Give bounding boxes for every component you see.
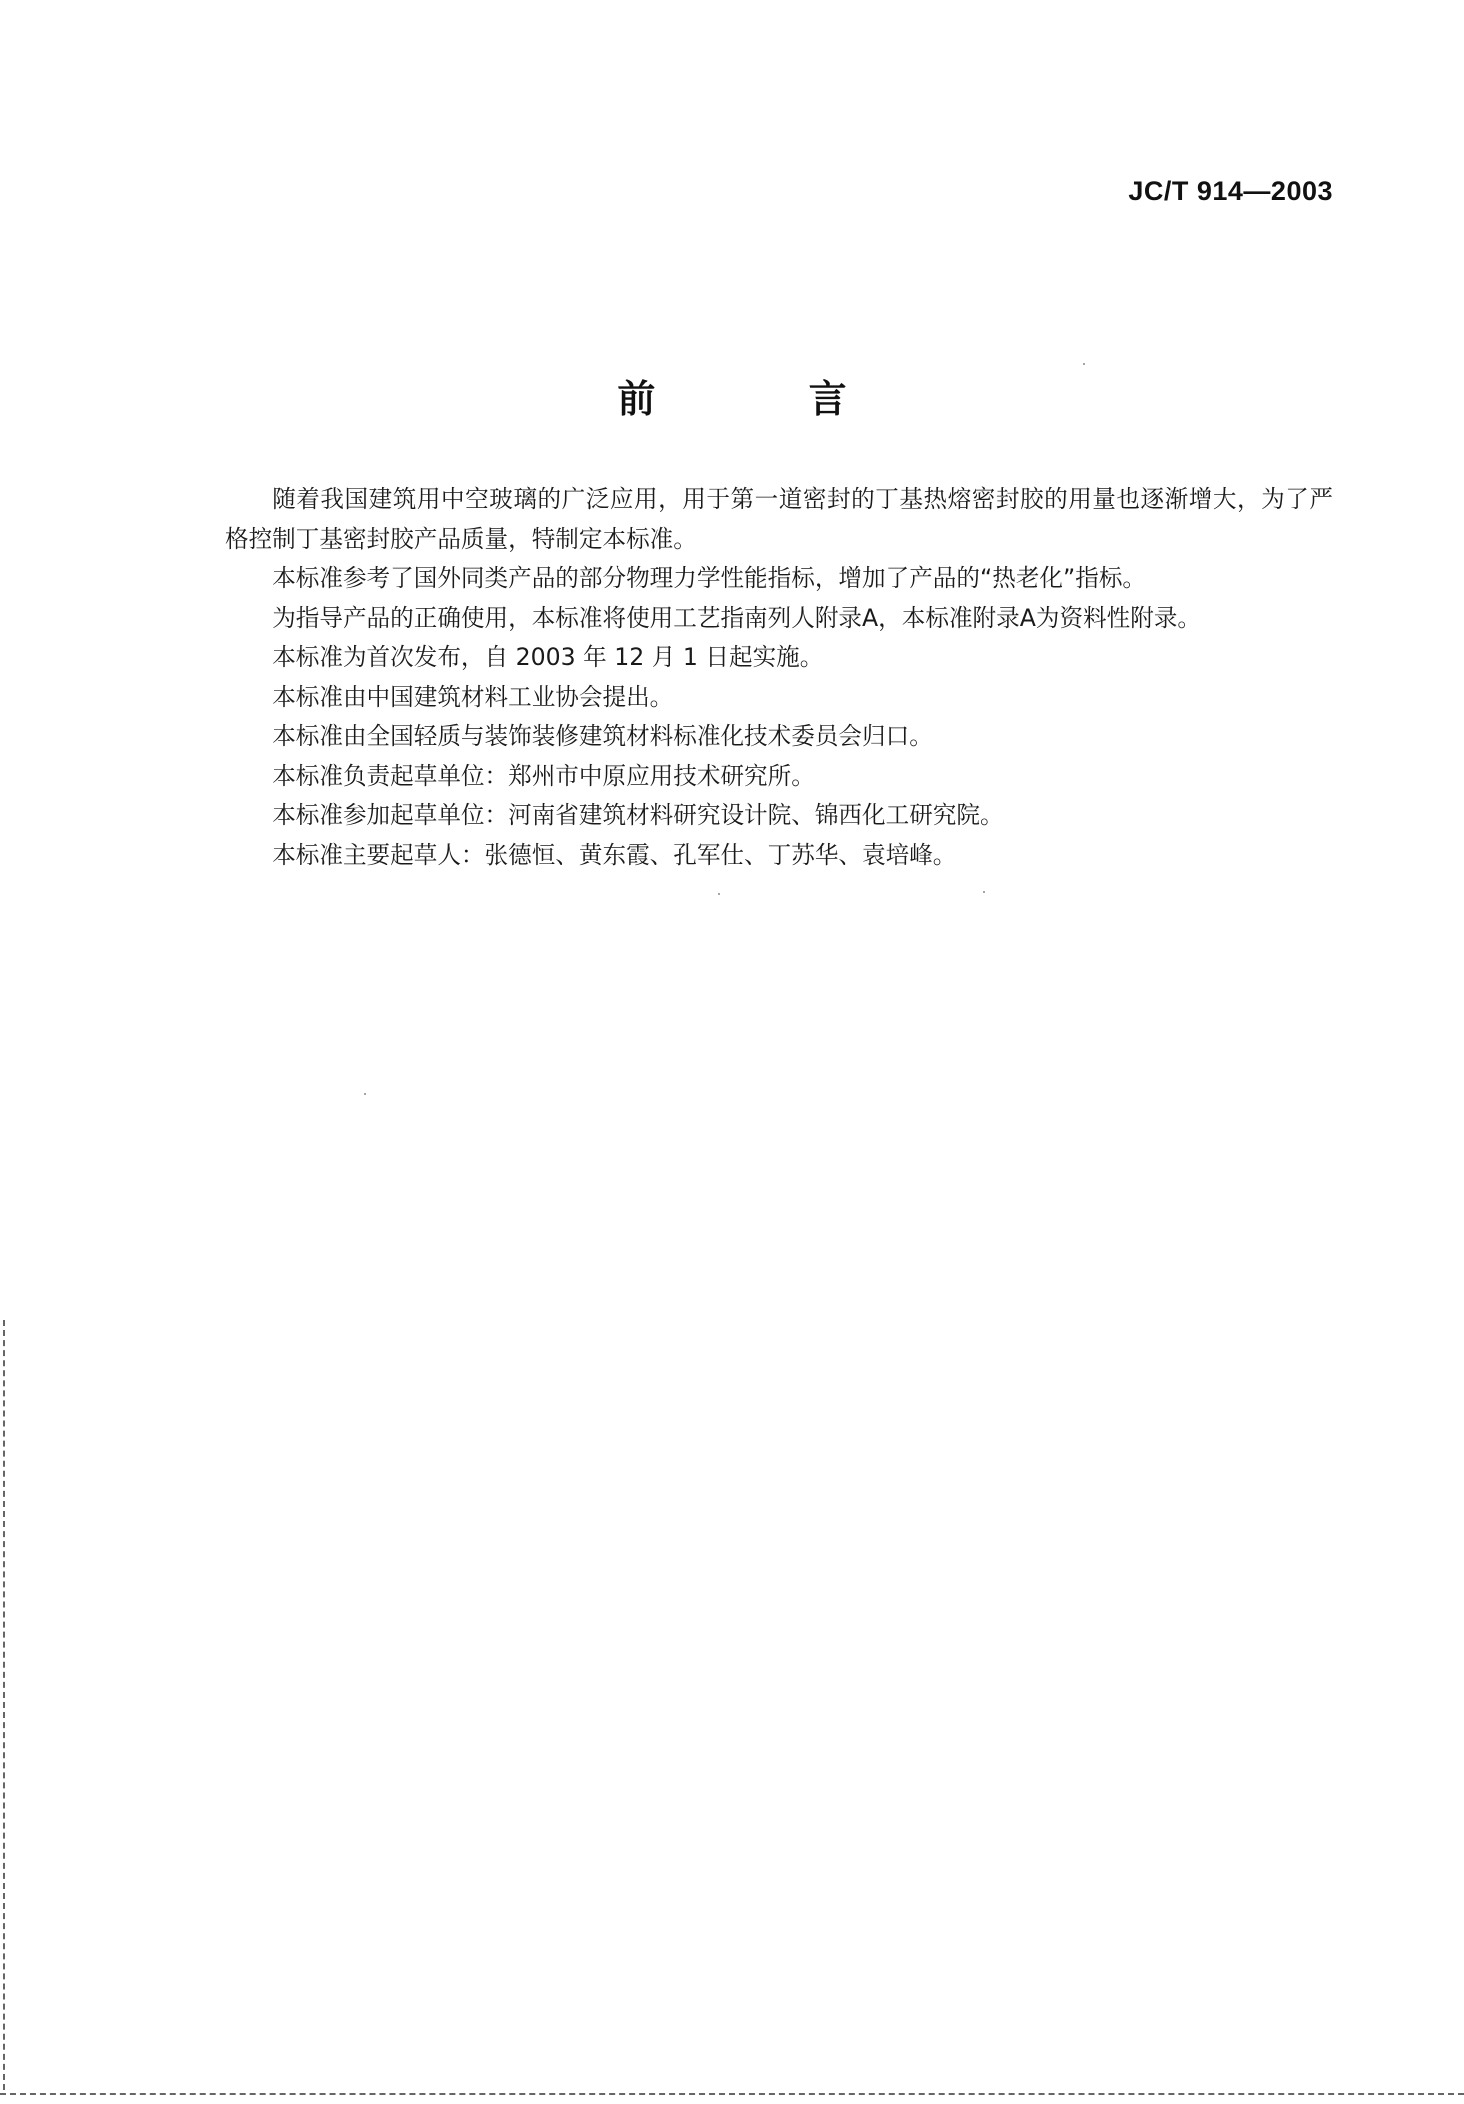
page-title: 前 言 [617,377,917,421]
paragraph: 本标准由全国轻质与装饰装修建筑材料标准化技术委员会归口。 [272,722,933,750]
scan-speck [1083,363,1085,365]
standard-code: JC/T 914—2003 [1128,176,1333,206]
paragraph: 本标准主要起草人：张德恒、黄东霞、孔军仕、丁苏华、袁培峰。 [272,840,957,869]
foreword-body [225,480,1333,875]
paragraph: 本标准参加起草单位：河南省建筑材料研究设计院、锦西化工研究院。 [272,801,1004,829]
paragraph: 为指导产品的正确使用，本标准将使用工艺指南列人附录A，本标准附录A为资料性附录。 [272,603,1202,632]
cut-line-left [3,1320,5,2090]
scan-speck [983,891,985,893]
paragraph: 本标准负责起草单位：郑州市中原应用技术研究所。 [272,761,815,790]
paragraph: 本标准由中国建筑材料工业协会提出。 [272,682,674,711]
paragraph: 随着我国建筑用中空玻璃的广泛应用，用于第一道密封的丁基热熔密封胶的用量也逐渐增大，为了严格控制丁基密封胶产品质量，特制定本标准。 [225,485,1333,553]
scan-speck [364,1093,366,1095]
paragraph: 本标准参考了国外同类产品的部分物理力学性能指标，增加了产品的“热老化”指标。 [272,564,1147,592]
scan-speck [718,893,720,895]
cut-line-bottom [0,2093,1464,2095]
paragraph: 本标准为首次发布，自 2003 年 12 月 1 日起实施。 [272,643,824,671]
